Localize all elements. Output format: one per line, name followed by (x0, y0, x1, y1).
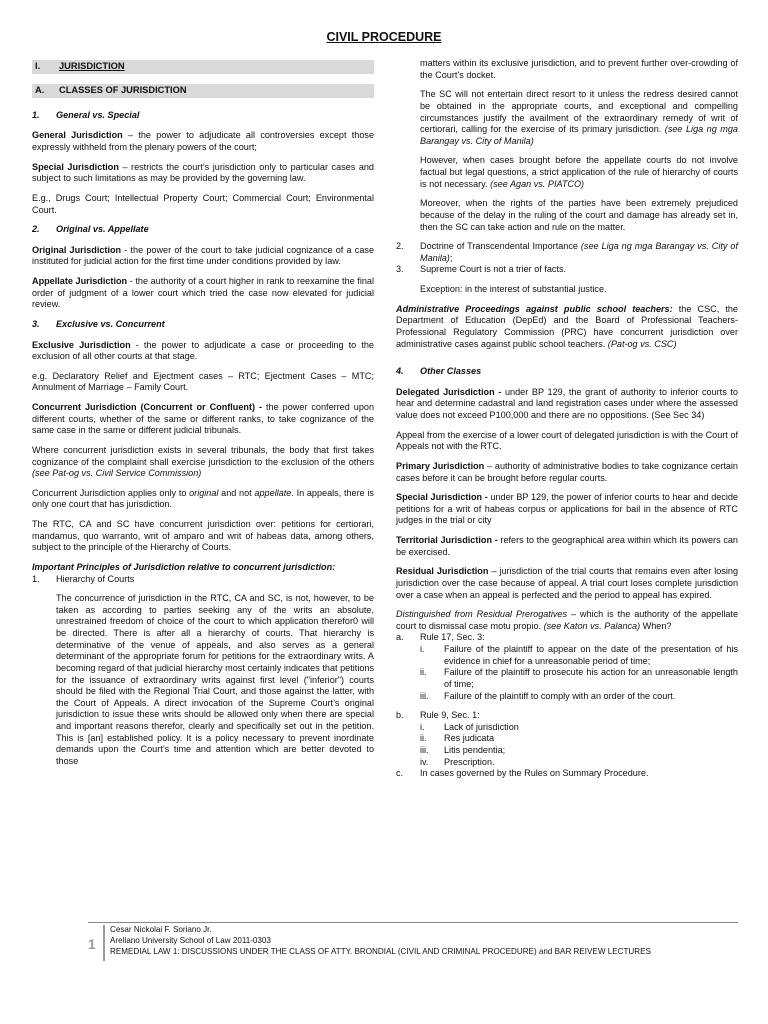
appeal-delegated-para: Appeal from the exercise of a lower court of delegated jurisdiction is with the Court of Appeals not with the RTC. (396, 429, 738, 452)
list-item: iv. Prescription. (420, 756, 495, 767)
list-item: ii. Failure of the plaintiff to prosecute his action for an unreasonable length of time; (420, 667, 738, 689)
footer-separator (103, 925, 105, 961)
continued-paragraph: matters within its exclusive jurisdiction, and to prevent further over-crowding of the Court’s docket. (420, 58, 738, 80)
subheading-general-special: 1. General vs. Special (32, 109, 140, 120)
subheading-exclusive-concurrent: 3. Exclusive vs. Concurrent (32, 318, 165, 329)
original-jurisdiction-para: Original Jurisdiction - the power of the court to take judicial cognizance of a case instituted for judicial action for the first time under conditions provided by law. (32, 244, 374, 267)
list-item: iii. Failure of the plaintiff to comply with an order of the court. (420, 690, 676, 701)
list-item-rule9: b. Rule 9, Sec. 1: (396, 710, 480, 721)
right-column (396, 58, 738, 780)
rule9-sublist (396, 722, 738, 769)
special-jurisdiction-bp129-para: Special Jurisdiction - under BP 129, the power of inferior courts to hear and decide petitions for a writ of habeas corpus or applications for bail in the absence of RTC judges in the trial or city (396, 492, 738, 526)
rule17-sublist (396, 644, 738, 702)
appellate-jurisdiction-para: Appellate Jurisdiction - the authority of a court higher in rank to reexamine the final order of judgment of a lower court which tried the case now elevated for judicial review. (32, 276, 374, 310)
footer-course: REMEDIAL LAW 1: DISCUSSIONS UNDER THE CLASS OF ATTY. BRONDIAL (CIVIL AND CRIMINAL PROCEDURE) and BAR REIVEW LECTURES (110, 946, 651, 956)
section-heading-jurisdiction: I. JURISDICTION (32, 60, 374, 74)
exception-para: Exception: in the interest of substantial justice. (420, 284, 607, 294)
footer-author: Cesar Nickolai F. Soriano Jr. (110, 925, 212, 934)
list-item: iii. Litis pendentia; (420, 745, 506, 755)
delegated-jurisdiction-para: Delegated Jurisdiction - under BP 129, the grant of authority to inferior courts to hear and determine cadastral and land registration cases under where the assessed value does not exceed P100,000 and there are no oppositions. (See Sec 34) (396, 386, 738, 420)
section-heading-classes: A. CLASSES OF JURISDICTION (32, 84, 374, 98)
hierarchy-paragraph: The concurrence of jurisdiction in the RTC, CA and SC, is not, however, to be taken as according to parties seeking any of the writs an absolute, unrestrained freedom of choice of the court to which application therefor0 will be directed. There is after all a hierarchy of courts. That hierarchy is determinative of the venue of appeals, and also serves as a general determinant of the appropriate forum for petitions for the extraordinary writs. A becoming regard of that judicial hierarchy most certainly indicates that petitions for the issuance of extraordinary writs against first level ("inferior") courts should be filed with the Regional Trial Court, and those against the latter, with the Court of Appeals. A direct invocation of the Supreme Court’s original jurisdiction to issue these writs should be allowed only when there are special and important reasons therefor, clearly and specifically set out in the petition. This is [an] established policy. It is a policy necessary to prevent inordinate demands upon the Court’s time and attention which are better devoted to those (56, 593, 374, 766)
residual-jurisdiction-para: Residual Jurisdiction – jurisdiction of the trial courts that remains even after losing jurisdiction over the case because of appeal. A trial court loses complete jurisdiction over a case when an appeal is perfected and the period to appeal has expired. (396, 566, 739, 600)
primary-jurisdiction-para: Primary Jurisdiction – authority of administrative bodies to take cognizance certain cases before it can be brought before regular courts. (396, 460, 738, 483)
special-jurisdiction-para: Special Jurisdiction – restricts the court’s jurisdiction only to particular cases and subject to such limitations as may be provided by the governing law. (32, 161, 374, 184)
list-item-hierarchy: 1. Hierarchy of Courts (32, 573, 135, 584)
subheading-other-classes: 4. Other Classes (396, 366, 482, 377)
list-item-rule17: a. Rule 17, Sec. 3: (396, 632, 485, 643)
general-jurisdiction-para: General Jurisdiction – the power to adjudicate all controversies except those expressly withheld from the plenary powers of the court; (32, 130, 375, 153)
page-number: 1 (88, 936, 96, 952)
concurrent-jurisdiction-para: Concurrent Jurisdiction (Concurrent or Confluent) - the power conferred upon different courts, whether of the same or different ranks, to take cognizance of the same case in the same or different judicial tribunals. (32, 402, 375, 436)
territorial-jurisdiction-para: Territorial Jurisdiction - refers to the geographical area within which its powers can be exercised. (396, 535, 738, 557)
exclusive-jurisdiction-para: Exclusive Jurisdiction - the power to adjudicate a case or proceeding to the exclusion of all other courts at that stage. (32, 339, 374, 362)
list-item: ii. Res judicata (420, 733, 495, 744)
residual-prerogatives-para: Distinguished from Residual Prerogatives – which is the authority of the appellate court to dismissal case motu propio. (see Katon vs. Palanca) When? (396, 609, 738, 631)
list-item-trier-of-facts: 3. Supreme Court is not a trier of facts. (396, 264, 567, 275)
footer-text (110, 925, 651, 957)
rtc-ca-sc-para: The RTC, CA and SC have concurrent jurisdiction over: petitions for certiorari, mandamus, quo warranto, writ of amparo and writ of habeas data, among others, subject to the principle of the Hierarchy of Courts. (32, 519, 374, 553)
footer-divider (88, 922, 738, 923)
admin-proceedings-para: Administrative Proceedings against public school teachers: the CSC, the Department of Education (DepEd) and the Board of Professional Teachers-Professional Regulatory Commission (PRC) have concurrent jurisdiction over administrative cases against public school teachers. (Pat-og vs. CSC) (396, 303, 738, 349)
sc-direct-resort-para: The SC will not entertain direct resort to it unless the redress desired cannot be obtained in the appropriate courts, and exceptional and compelling circumstances justify the availment of the extraordinary remedy of writ of certiorari, calling for the exercise of its primary jurisdiction. (see Liga ng mga Barangay vs. City of Manila) (420, 89, 738, 146)
however-para: However, when cases brought before the appellate courts do not involve factual but legal questions, a strict application of the rule of hierarchy of courts is not necessary. (see Agan vs. PIATCO) (420, 155, 738, 189)
page-title: CIVIL PROCEDURE (326, 30, 442, 44)
moreover-para: Moreover, when the rights of the parties have been extremely prejudiced because of the delay in the ruling of the court and damage has already set in, then the SC can take action and rule on the matter. (420, 198, 738, 232)
principles-heading: Important Principles of Jurisdiction relative to concurrent jurisdiction: (32, 561, 336, 572)
example-courts-para: E.g., Drugs Court; Intellectual Property Court; Commercial Court; Environmental Court. (32, 192, 374, 215)
footer-school: Arellano University School of Law 2011-0303 (110, 935, 271, 945)
list-item: i. Lack of jurisdiction (420, 721, 519, 732)
applies-only-para: Concurrent Jurisdiction applies only to original and not appellate. In appeals, there is only one court that has jurisdiction. (32, 487, 374, 510)
subheading-original-appellate: 2. Original vs. Appellate (32, 224, 149, 235)
example-ejectment-para: e.g. Declaratory Relief and Ejectment cases – RTC; Ejectment Cases – MTC; Annulment of Marriage – Family Court. (32, 370, 374, 393)
left-column (32, 60, 374, 768)
where-concurrent-para: Where concurrent jurisdiction exists in several tribunals, the body that first takes cognizance of the complaint shall exercise jurisdiction to the exclusion of the others (see Pat-og vs. Civil Service Commission) (32, 444, 374, 479)
list-item-transcendental: 2. Doctrine of Transcendental Importance (see Liga ng mga Barangay vs. City of Manila); (396, 241, 738, 263)
list-item: i. Failure of the plaintiff to appear on the date of the presentation of his evidence in chief for a unreasonable period of time; (420, 644, 738, 666)
list-item-summary-procedure: c. In cases governed by the Rules on Summary Procedure. (396, 768, 649, 779)
